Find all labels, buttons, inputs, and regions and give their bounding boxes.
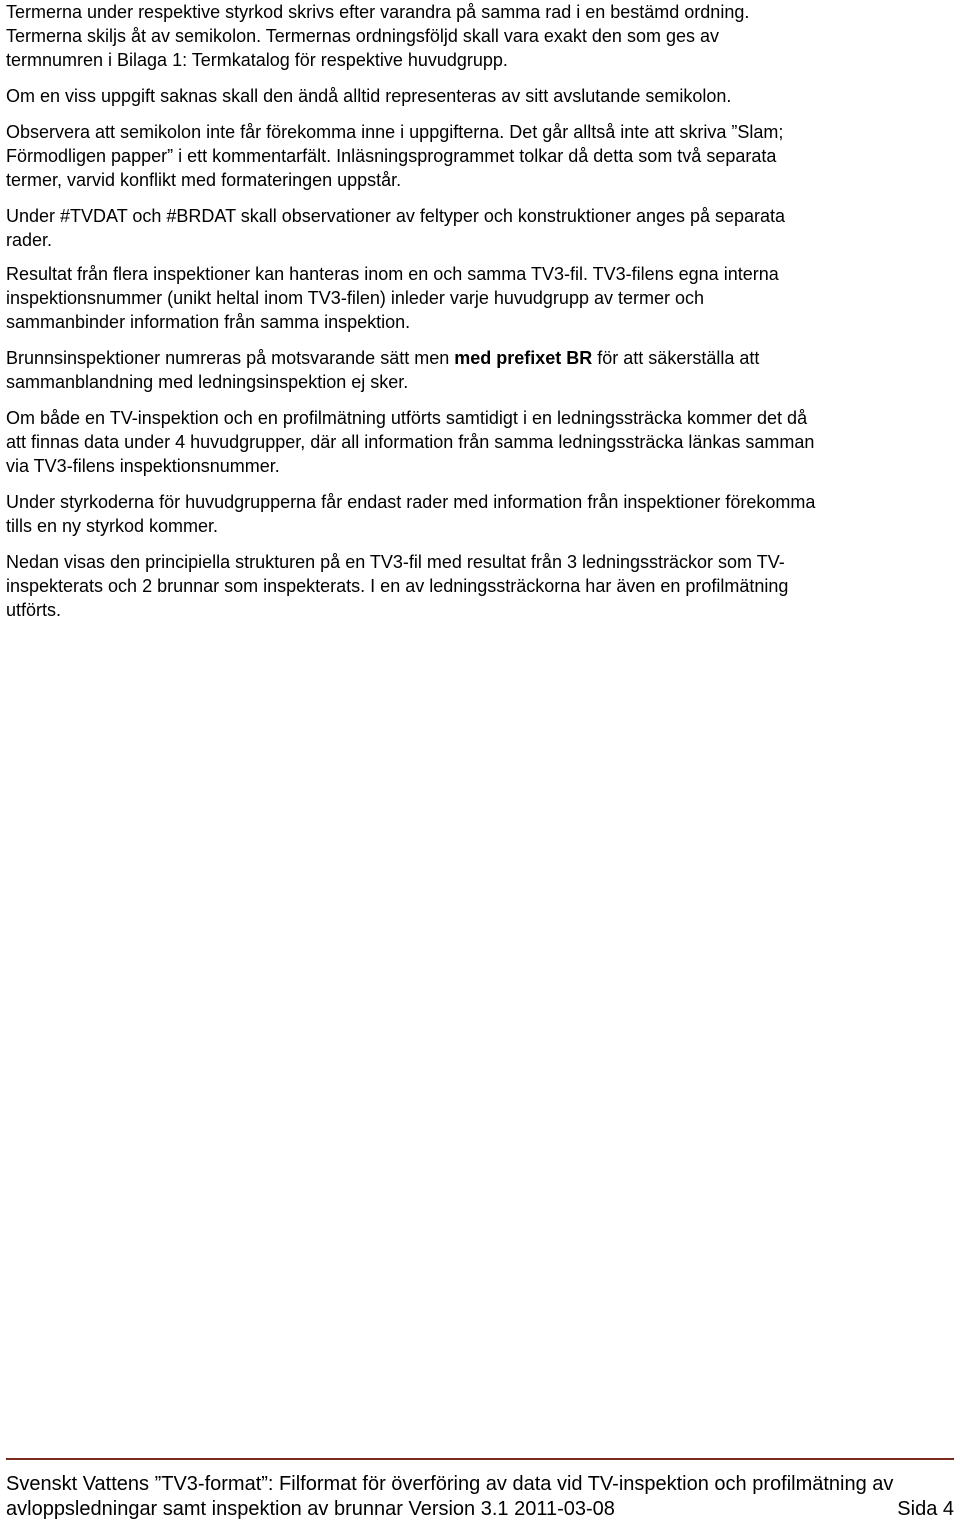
paragraph-structure-intro: [6, 550, 951, 622]
text-line: Under styrkoderna för huvudgrupperna får endast rader med information från inspektioner förekomma: [6, 492, 816, 512]
text-line: Under #TVDAT och #BRDAT skall observationer av feltyper och konstruktioner anges på separata: [6, 206, 786, 226]
body-text: [6, 0, 951, 634]
paragraph-control-codes: [6, 490, 951, 538]
text-line: utförts.: [6, 600, 62, 620]
paragraph-tv-and-profile: [6, 406, 951, 478]
page-footer: [6, 1458, 954, 1522]
paragraph-semicolon-warning: [6, 120, 951, 192]
footer-title-line: Svenskt Vattens ”TV3-format”: Filformat för överföring av data vid TV-inspektion och profilmätning av: [6, 1473, 894, 1495]
footer-version-line: [6, 1497, 954, 1522]
text-line: sammanbinder information från samma inspektion.: [6, 312, 411, 332]
paragraph-term-order: [6, 0, 951, 72]
document-page: [6, 0, 954, 1519]
text-segment: för att säkerställa att: [592, 348, 760, 368]
text-line: inspekterats och 2 brunnar som inspekterats. I en av ledningssträckorna har även en profilmätning: [6, 576, 789, 596]
text-line: rader.: [6, 230, 53, 250]
paragraph-well-inspections: [6, 346, 951, 394]
text-line: Resultat från flera inspektioner kan hanteras inom en och samma TV3-fil. TV3-filens egna interna: [6, 264, 779, 284]
text-line: termer, varvid konflikt med formateringen uppstår.: [6, 170, 402, 190]
footer-version-text: avloppsledningar samt inspektion av brunnar Version 3.1 2011-03-08: [6, 1498, 615, 1520]
text-line: Förmodligen papper” i ett kommentarfält. Inläsningsprogrammet tolkar då detta som två separata: [6, 146, 777, 166]
paragraph-missing-value: [6, 84, 951, 108]
text-line: tills en ny styrkod kommer.: [6, 516, 219, 536]
page-number: Sida 4: [897, 1498, 954, 1520]
paragraph-tvdat-brdat: [6, 204, 951, 252]
text-line: Om både en TV-inspektion och en profilmätning utförts samtidigt i en ledningssträcka kommer det då: [6, 408, 808, 428]
text-line: Nedan visas den principiella strukturen på en TV3-fil med resultat från 3 ledningssträckor som TV-: [6, 552, 785, 572]
text-line: Om en viss uppgift saknas skall den ändå alltid representeras av sitt avslutande semikolon.: [6, 86, 732, 106]
text-line: Termerna skiljs åt av semikolon. Termernas ordningsföljd skall vara exakt den som ges av: [6, 26, 719, 46]
paragraph-multiple-inspections: [6, 262, 951, 334]
bold-prefix-text: med prefixet BR: [454, 348, 593, 368]
text-segment: Brunnsinspektioner numreras på motsvarande sätt men: [6, 348, 455, 368]
text-line: sammanblandning med ledningsinspektion ej sker.: [6, 372, 409, 392]
text-line: via TV3-filens inspektionsnummer.: [6, 456, 280, 476]
text-line: Termerna under respektive styrkod skrivs efter varandra på samma rad i en bestämd ordning.: [6, 2, 750, 22]
text-line: Observera att semikolon inte får förekomma inne i uppgifterna. Det går alltså inte att skriva ”Slam;: [6, 122, 784, 142]
text-line: inspektionsnummer (unikt heltal inom TV3-filen) inleder varje huvudgrupp av termer och: [6, 288, 705, 308]
text-line: att finnas data under 4 huvudgrupper, där all information från samma ledningssträcka länkas samman: [6, 432, 815, 452]
text-line: termnumren i Bilaga 1: Termkatalog för respektive huvudgrupp.: [6, 50, 508, 70]
